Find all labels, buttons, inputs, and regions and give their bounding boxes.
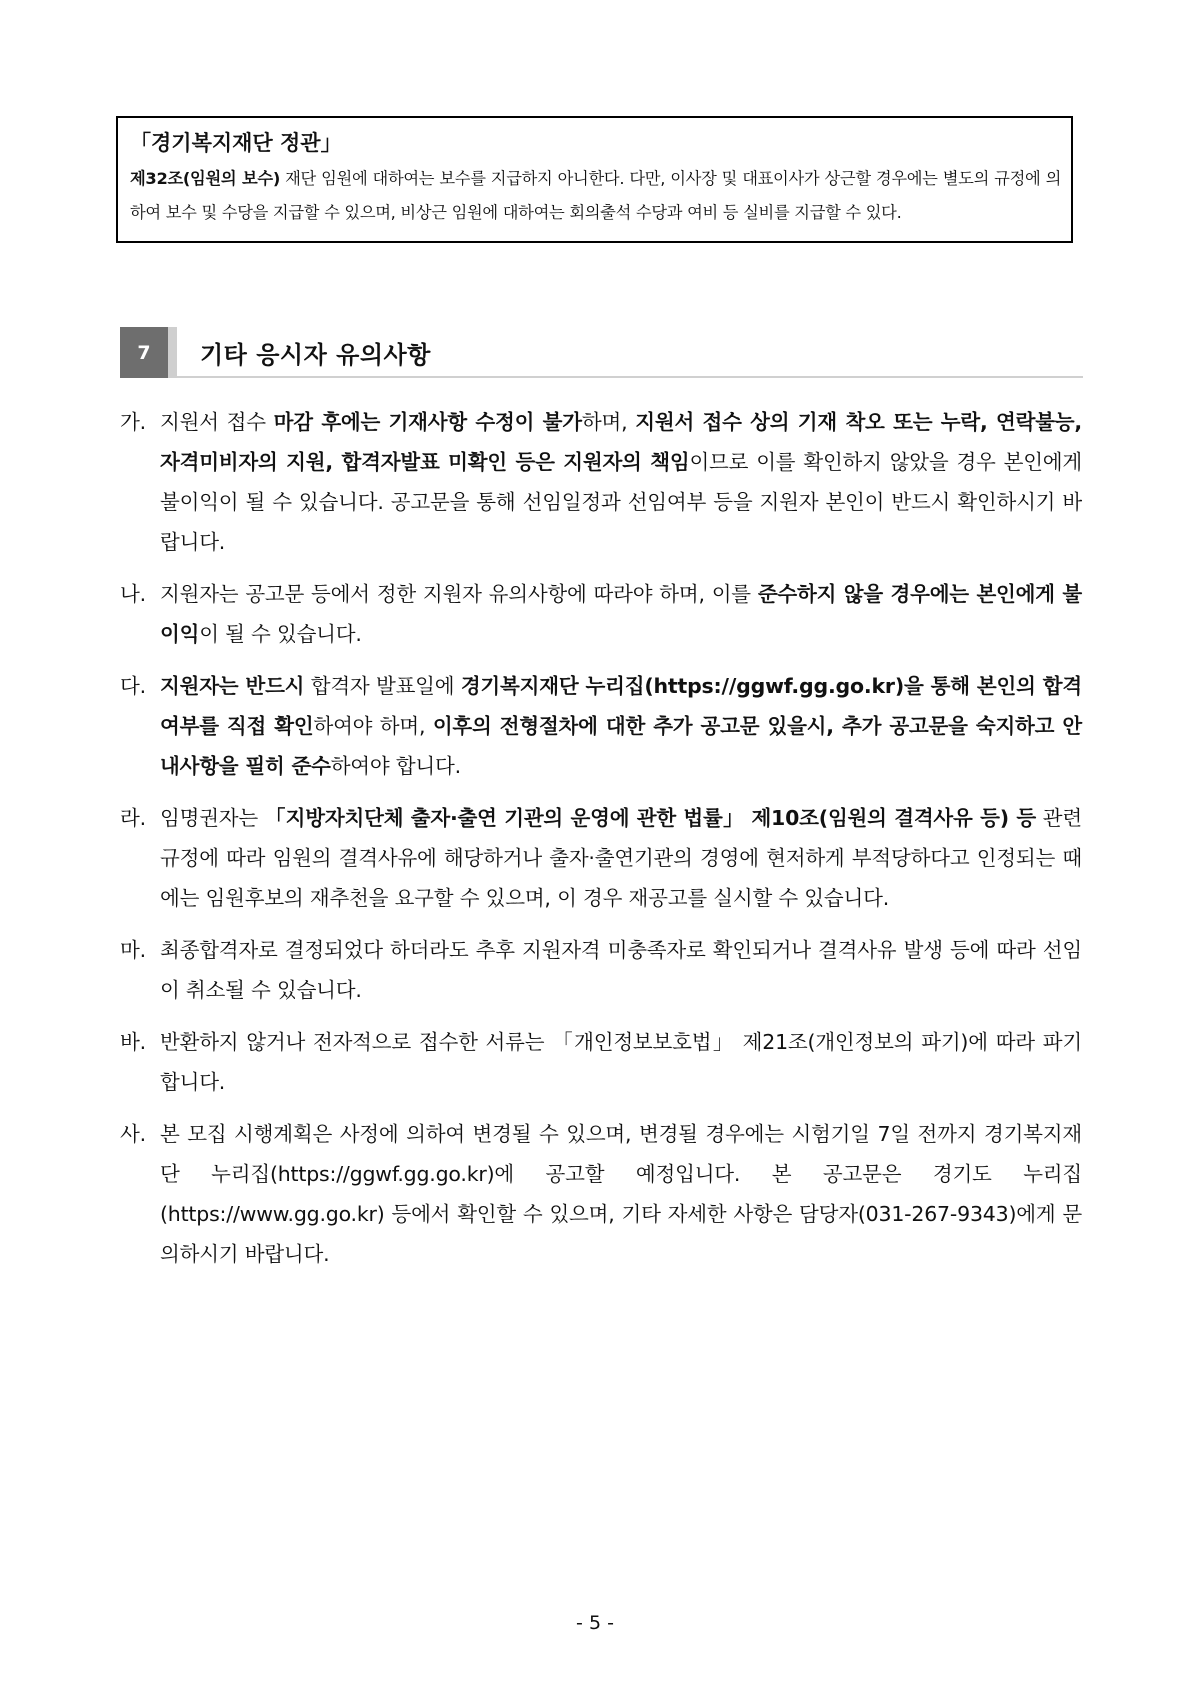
box-title: 「경기복지재단 정관」 — [130, 131, 342, 155]
body-text: 최종합격자로 결정되었다 하더라도 추후 지원자격 미충족자로 확인되거나 결격사유 발생 등에 따라 선임이 취소될 수 있습니다. — [160, 938, 1082, 1002]
list-marker: 사. — [120, 1122, 146, 1146]
emphasis-text: 지원서 접수 상의 기재 착오 또는 누락, 연락불능, 자격미비자의 지원, 합격자발표 미확인 등은 지원자의 책임 — [160, 410, 1082, 474]
page-number: - 5 - — [576, 1612, 614, 1634]
body-text: 합격자 발표일에 — [304, 674, 461, 698]
emphasis-text: 마감 후에는 기재사항 수정이 불가 — [273, 410, 582, 434]
section-number: 7 — [120, 327, 168, 378]
article-text: 재단 임원에 대하여는 보수를 지급하지 아니한다. 다만, 이사장 및 대표이사가 상근할 경우에는 별도의 규정에 의하여 보수 및 수당을 지급할 수 있으며, 비상근 임원에 대하여는 회의출석 수당과 여비 등 실비를 지급할 수 있다. — [130, 169, 1061, 222]
list-marker: 다. — [120, 674, 146, 698]
section-number-badge — [120, 327, 177, 378]
list-marker: 나. — [120, 582, 146, 606]
body-text: 하여야 합니다. — [330, 754, 461, 778]
section-heading — [120, 327, 1083, 378]
body-text: 임명권자는 — [160, 806, 265, 830]
list-item — [120, 1114, 1082, 1274]
list-item — [120, 798, 1082, 918]
body-text: 지원서 접수 — [160, 410, 274, 434]
body-text: 관련규정에 따라 임원의 결격사유에 해당하거나 출자·출연기관의 경영에 현저하게 부적당하다고 인정되는 때에는 임원후보의 재추천을 요구할 수 있으며, 이 경우 재공고를 실시할 수 있습니다. — [160, 806, 1082, 910]
body-text: 본 모집 시행계획은 사정에 의하여 변경될 수 있으며, 변경될 경우에는 시험기일 7일 전까지 경기복지재단 누리집(https://ggwf.gg.go.kr)에 공고할 예정입니다. 본 공고문은 경기도 누리집(https://www.gg.go.kr) 등에서 확인할 수 있으며, 기타 자세한 사항은 담당자(031-267-9343)에게 문의하시기 바랍니다. — [160, 1122, 1082, 1266]
box-article — [130, 162, 1061, 230]
list-marker: 가. — [120, 410, 146, 434]
list-marker: 마. — [120, 938, 146, 962]
body-text: 이 될 수 있습니다. — [199, 622, 362, 646]
body-text: 지원자는 공고문 등에서 정한 지원자 유의사항에 따라야 하며, 이를 — [160, 582, 758, 606]
article-heading: 제32조(임원의 보수) — [130, 169, 280, 188]
list-item — [120, 666, 1082, 786]
body-text: 하며, — [581, 410, 636, 434]
section-divider — [177, 376, 1083, 378]
body-text: 반환하지 않거나 전자적으로 접수한 서류는 「개인정보보호법」 제21조(개인정보의 파기)에 따라 파기합니다. — [160, 1030, 1082, 1094]
list-item — [120, 574, 1082, 654]
emphasis-text: 준수하지 않을 경우에는 본인에게 불이익 — [160, 582, 1082, 646]
emphasis-text: 「지방자치단체 출자·출연 기관의 운영에 관한 법률」 제10조(임원의 결격사유 등) 등 — [264, 806, 1036, 830]
body-text: 하여야 하며, — [313, 714, 433, 738]
notice-list — [120, 402, 1082, 1286]
list-marker: 바. — [120, 1030, 146, 1054]
list-marker: 라. — [120, 806, 146, 830]
list-item — [120, 930, 1082, 1010]
body-text: 이므로 이를 확인하지 않았을 경우 본인에게 불이익이 될 수 있습니다. 공고문을 통해 선임일정과 선임여부 등을 지원자 본인이 반드시 확인하시기 바랍니다. — [160, 450, 1082, 554]
section-title: 기타 응시자 유의사항 — [200, 341, 431, 369]
emphasis-text: 경기복지재단 누리집(https://ggwf.gg.go.kr)을 통해 본인의 합격여부를 직접 확인 — [160, 674, 1082, 738]
emphasis-text: 이후의 전형절차에 대한 추가 공고문 있을시, 추가 공고문을 숙지하고 안내사항을 필히 준수 — [160, 714, 1082, 778]
articles-of-incorporation-box — [116, 116, 1073, 243]
emphasis-text: 지원자는 반드시 — [160, 674, 305, 698]
list-item — [120, 402, 1082, 562]
list-item — [120, 1022, 1082, 1102]
